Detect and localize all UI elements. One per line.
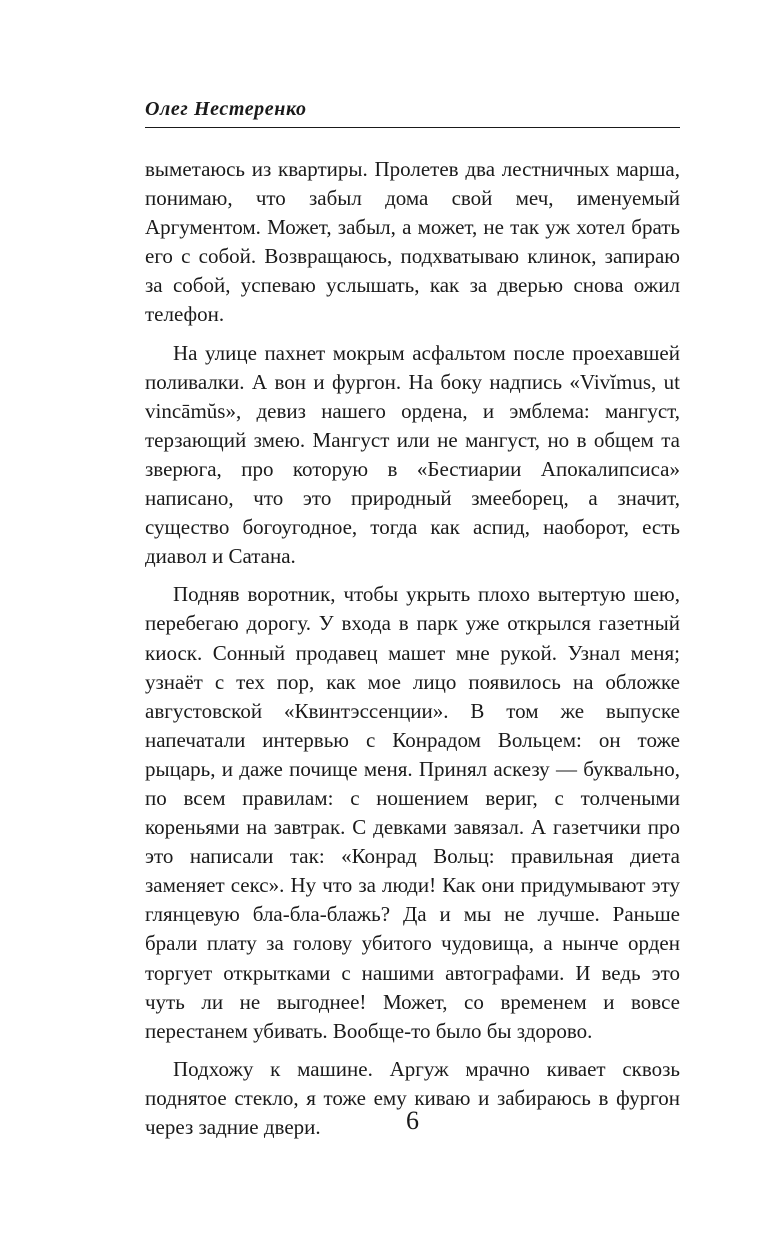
body-text xyxy=(145,155,680,1151)
page-number: 6 xyxy=(406,1106,419,1135)
header-rule xyxy=(145,127,680,128)
paragraph-3: Подняв воротник, чтобы укрыть плохо вытертую шею, перебегаю дорогу. У входа в парк уже открылся газетный киоск. Сонный продавец машет мне рукой. Узнал меня; узнаёт с тех пор, как мое лицо появилось на обложке августовской «Квинтэссенции». В том же выпуске напечатали интервью с Конрадом Вольцем: он тоже рыцарь, и даже почище меня. Принял аскезу — буквально, по всем правилам: с ношением вериг, с толчеными кореньями на завтрак. С девками завязал. А газетчики про это написали так: «Конрад Вольц: правильная диета заменяет секс». Ну что за люди! Как они придумывают эту глянцевую бла-бла-блажь? Да и мы не лучше. Раньше брали плату за голову убитого чудовища, а нынче орден торгует открытками с нашими автографами. И ведь это чуть ли не выгоднее! Может, со временем и вовсе перестанем убивать. Вообще-то было бы здорово. xyxy=(145,582,680,1043)
running-head-author: Олег Нестеренко xyxy=(145,98,307,120)
paragraph-4: Подхожу к машине. Аргуж мрачно кивает сквозь поднятое стекло, я тоже ему киваю и забираюсь в фургон через задние двери. xyxy=(145,1056,680,1139)
paragraph-1: выметаюсь из квартиры. Пролетев два лестничных марша, понимаю, что забыл дома свой меч, именуемый Аргументом. Может, забыл, а может, не так уж хотел брать его с собой. Возвращаюсь, подхватываю клинок, запираю за собой, успеваю услышать, как за дверью снова ожил телефон. xyxy=(145,157,680,327)
paragraph-2: На улице пахнет мокрым асфальтом после проехавшей поливалки. А вон и фургон. На боку надпись «Vivĭmus, ut vincāmŭs», девиз нашего ордена, и эмблема: мангуст, терзающий змею. Мангуст или не мангуст, но в общем та зверюга, про которую в «Бестиарии Апокалипсиса» написано, что это природный змееборец, а значит, существо богоугодное, тогда как аспид, наоборот, есть диавол и Сатана. xyxy=(145,340,680,569)
